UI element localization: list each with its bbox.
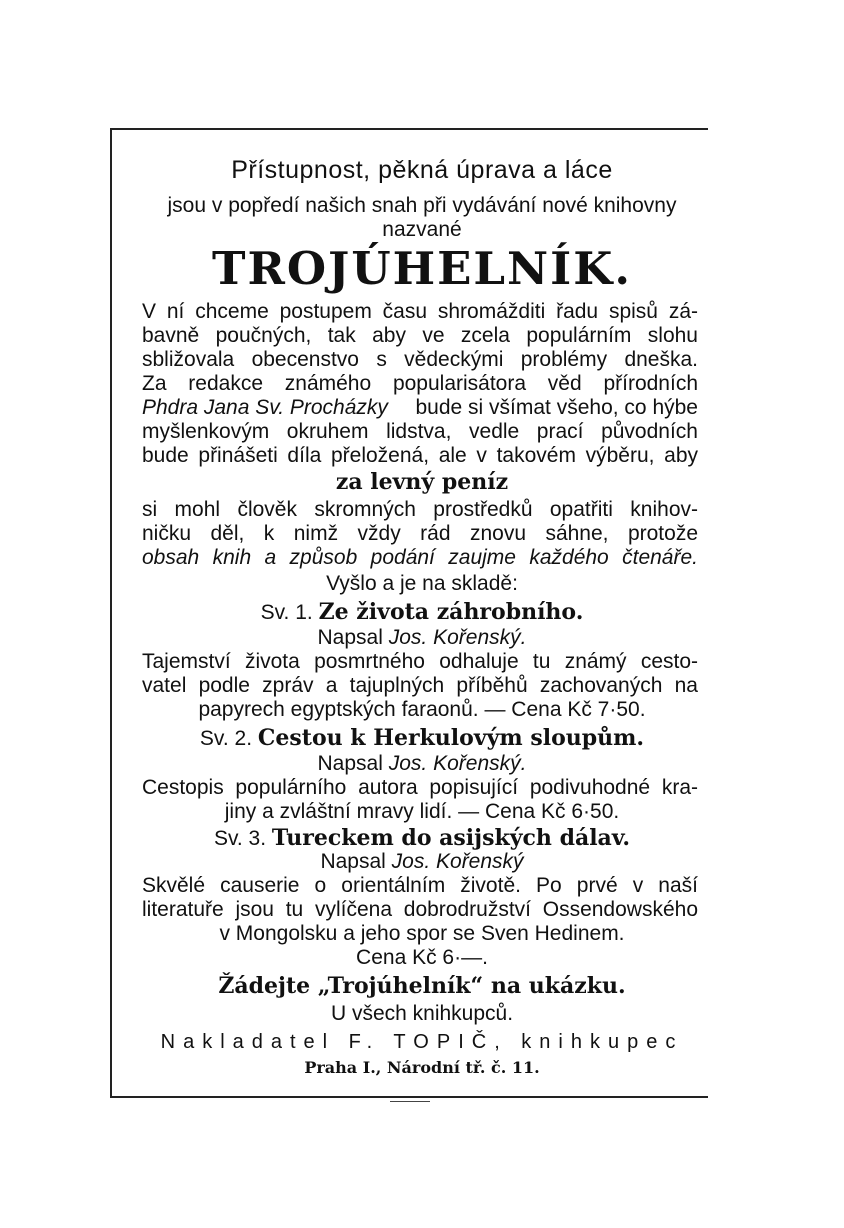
editor-name: Phdra Jana Sv. Procházky bbox=[142, 396, 388, 419]
booksellers: U všech knihkupců. bbox=[330, 1002, 514, 1025]
volume-title: Ze života záhrobního. bbox=[318, 599, 584, 625]
volume-2-heading bbox=[142, 726, 702, 751]
intro-line-2: nazvané bbox=[382, 218, 462, 241]
published-note: Vyšlo a je na skladě: bbox=[326, 572, 518, 595]
author-name: Jos. Kořenský. bbox=[388, 626, 527, 649]
volume-1-desc: papyrech egyptských faraonů. — Cena Kč 7·50. bbox=[198, 698, 646, 721]
sample-request: Žádejte „Trojúhelník“ na ukázku. bbox=[218, 973, 626, 999]
volume-number: Sv. 2. bbox=[199, 727, 253, 750]
volume-number: Sv. 3. bbox=[213, 827, 267, 850]
volume-1-desc: Tajemství života posmrtného odhaluje tu známý cesto- bbox=[142, 650, 698, 673]
para2-italic: obsah knih a způsob podání zaujme každého čtenáře. bbox=[142, 546, 698, 569]
author-label: Napsal bbox=[320, 850, 386, 873]
volume-1-author bbox=[142, 626, 702, 650]
para2-line: si mohl člověk skromných prostředků opatřiti knihov- bbox=[142, 498, 698, 521]
volume-number: Sv. 1. bbox=[260, 601, 313, 624]
bottom-rule bbox=[110, 1096, 708, 1098]
volume-2-desc: jiny a zvláštní mravy lidí. — Cena Kč 6·50. bbox=[224, 800, 620, 823]
para1-line-editor bbox=[142, 396, 698, 420]
para1-line: bavně poučných, tak aby ve zcela populárním slohu bbox=[142, 324, 698, 347]
top-rule bbox=[110, 128, 708, 130]
volume-1-heading bbox=[142, 600, 702, 625]
cheap-price: za levný peníz bbox=[335, 469, 509, 495]
volume-3-desc: literatuře jsou tu vylíčena dobrodružství Ossendowského bbox=[142, 898, 698, 921]
author-label: Napsal bbox=[317, 626, 383, 649]
volume-title: Tureckem do asijských dálav. bbox=[271, 825, 631, 851]
para1-line: Za redakce známého popularisátora věd přírodních bbox=[142, 372, 698, 395]
volume-3-desc: Cena Kč 6·—. bbox=[356, 946, 488, 969]
headline: Přístupnost, pěkná úprava a láce bbox=[231, 156, 613, 184]
para1-line-rest: bude si všímat všeho, co hýbe bbox=[415, 396, 698, 419]
volume-2-author bbox=[142, 752, 702, 776]
intro-line-1: jsou v popředí našich snah při vydávání nové knihovny bbox=[167, 194, 677, 217]
series-title: TROJÚHELNÍK. bbox=[211, 242, 633, 295]
publisher: Nakladatel F. TOPIČ, knihkupec bbox=[160, 1031, 684, 1053]
volume-3-author bbox=[142, 850, 702, 874]
para1-line: bude přinášeti díla přeložená, ale v takovém výběru, aby bbox=[142, 444, 698, 467]
volume-3-heading bbox=[142, 826, 702, 851]
para1-line: sbližovala obecenstvo s vědeckými problémy dneška. bbox=[142, 348, 698, 371]
volume-2-desc: Cestopis populárního autora popisující podivuhodné kra- bbox=[142, 776, 698, 799]
volume-1-desc: vatel podle zpráv a tajuplných příběhů zachovaných na bbox=[142, 674, 698, 697]
left-rule bbox=[110, 128, 112, 1098]
volume-3-desc: Skvělé causerie o orientálním životě. Po prvé v naší bbox=[142, 874, 698, 897]
publisher-address: Praha I., Národní tř. č. 11. bbox=[304, 1058, 540, 1077]
para2-line: ničku děl, k nimž vždy rád znovu sáhne, protože bbox=[142, 522, 698, 545]
author-name: Jos. Kořenský. bbox=[388, 752, 527, 775]
volume-title: Cestou k Herkulovým sloupům. bbox=[257, 725, 645, 751]
volume-3-desc: v Mongolsku a jeho spor se Sven Hedinem. bbox=[219, 922, 625, 945]
author-name: Jos. Kořenský bbox=[391, 850, 524, 873]
bottom-ornament-rule bbox=[390, 1101, 430, 1102]
para1-line: V ní chceme postupem času shromážditi řadu spisů zá- bbox=[142, 300, 698, 323]
para1-line: myšlenkovým okruhem lidstva, vedle prací původních bbox=[142, 420, 698, 443]
author-label: Napsal bbox=[317, 752, 383, 775]
